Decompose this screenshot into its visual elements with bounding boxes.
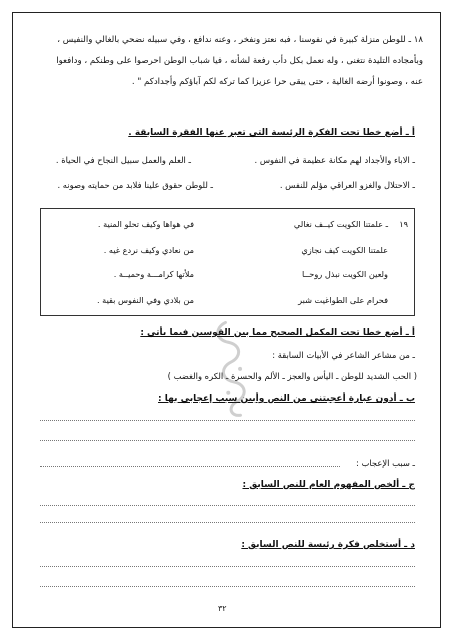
question-1-option[interactable]: ـ العلم والعمل سبيل النجاح في الحياة . xyxy=(55,155,191,165)
question-1-title: أ ـ أضع خطا تحت الفكرة الرئيسة التي تعبر عنها الفقرة السابقة . xyxy=(128,128,415,138)
question-3-title: ب ـ أدون عبارة أعجبتني من النص وأبين سبب إعجابي بها : xyxy=(158,394,415,404)
answer-line[interactable] xyxy=(40,505,415,506)
answer-line[interactable] xyxy=(40,566,415,567)
poem-box xyxy=(40,208,415,316)
verse-second-half: ملأتها كرامـــة وحميــة . xyxy=(113,269,194,279)
verse-second-half: من نعادي وكيف نردع غيه . xyxy=(103,245,194,255)
passage-line: ١٨ ـ للوطن منزلة كبيرة في نفوسنا ، فبه نعتز ونفخر ، وعنه ندافع ، وفي سبيله نضحي بالغالي والنفيس ، xyxy=(57,35,423,45)
verse-second-half: من بلادي وفي النفوس بقية . xyxy=(96,295,194,305)
question-2-stem: ـ من مشاعر الشاعر في الأبيات السابقة : xyxy=(272,350,415,360)
question-1-option[interactable]: ـ الاباء والأجداد لهم مكانة عظيمة في النفوس . xyxy=(254,155,415,165)
answer-line[interactable] xyxy=(40,466,340,467)
verse-first-half: فحرام على الطواغيت شبر xyxy=(298,295,388,305)
answer-line[interactable] xyxy=(40,522,415,523)
verse-first-half: ـ علمتنا الكويت كيــف نغالي xyxy=(293,219,388,229)
page-number: ٣٢ xyxy=(218,604,227,613)
poem-number: ١٩ xyxy=(399,219,408,229)
verse-first-half: ولعين الكويت نبذل روحــا xyxy=(301,269,388,279)
question-2-options[interactable]: ( الحب الشديد للوطن ـ اليأس والعجز ـ الألم والحسرة ـ الكره والغضب ) xyxy=(167,371,417,381)
passage-line: وبأمجاده التليدة نتغنى ، وله نعمل بكل دأب رفعة لشأنه ، فيا شباب الوطن احرصوا على وطنكم ، ودافعوا xyxy=(56,56,423,66)
question-1-option[interactable]: ـ الاحتلال والغزو العراقي مؤلم للنفس . xyxy=(279,180,415,190)
reason-label: ـ سبب الإعجاب : xyxy=(356,458,415,468)
verse-second-half: في هواها وكيف تحلو المنية . xyxy=(97,219,194,229)
answer-line[interactable] xyxy=(40,440,415,441)
verse-first-half: علمتنا الكويت كيف نجازي xyxy=(301,245,388,255)
question-4-title: ج ـ ألخص المفهوم العام للنص السابق : xyxy=(242,480,415,490)
answer-line[interactable] xyxy=(40,586,415,587)
question-5-title: د ـ أستخلص فكرة رئيسة للنص السابق : xyxy=(241,540,415,550)
passage-line: عنه ، وصونوا أرضه الغالية ، حتى يبقى حرا عزيزا كما تركه لكم آباؤكم وأجدادكم " . xyxy=(131,77,423,87)
passage xyxy=(43,30,423,93)
question-2-title: أ ـ أضع خطا تحت المكمل الصحيح مما بين القوسين فيما يأتي : xyxy=(140,328,415,338)
question-1-option[interactable]: ـ للوطن حقوق علينا فلابد من حمايته وصونه . xyxy=(57,180,213,190)
